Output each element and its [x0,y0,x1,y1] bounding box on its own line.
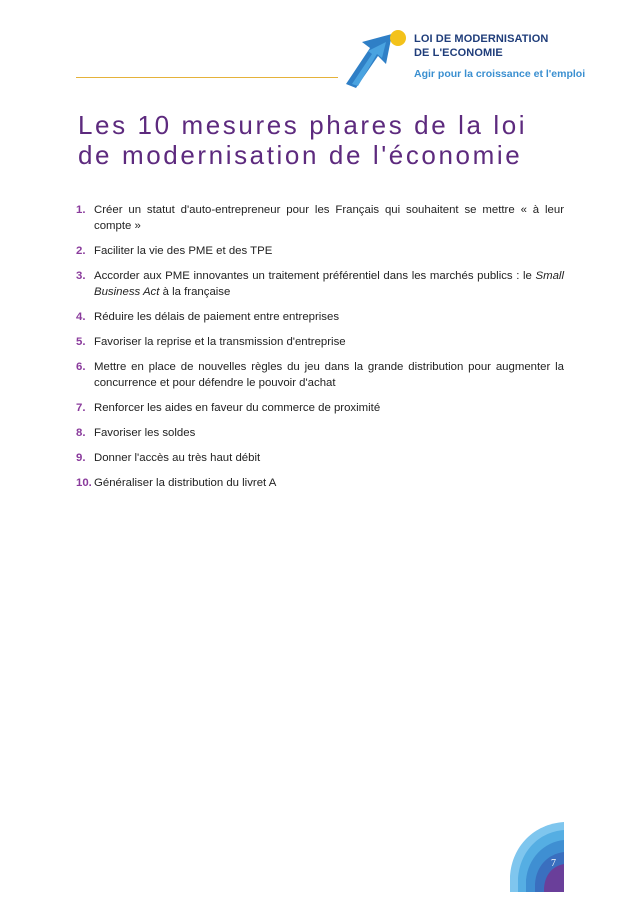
item-text: Favoriser les soldes [94,427,196,439]
item-number: 8. [76,427,86,439]
item-text: Réduire les délais de paiement entre entreprises [94,311,340,323]
list-item [76,400,564,416]
item-text: Favoriser la reprise et la transmission d'entreprise [94,336,346,348]
list-item [76,243,564,259]
item-text: Généraliser la distribution du livret A [94,477,277,489]
list-item [76,450,564,466]
item-text-part: Accorder aux PME innovantes un traitement préférentiel dans les marchés publics : le [94,270,536,282]
item-number: 7. [76,402,86,414]
list-item [76,334,564,350]
measures-list [76,202,564,500]
logo-tagline: Agir pour la croissance et l'emploi [414,68,586,80]
item-text: Renforcer les aides en faveur du commerce de proximité [94,402,381,414]
item-number: 4. [76,311,86,323]
item-number: 5. [76,336,86,348]
item-text-italic: Small Business Act [94,270,564,298]
item-text [94,270,564,298]
item-number: 10. [76,477,92,489]
list-item [76,202,564,234]
item-text: Créer un statut d'auto-entrepreneur pour les Français qui souhaitent se mettre « à leur compte » [94,204,564,232]
logo-mark-icon [340,22,412,88]
page-title [78,110,548,170]
item-number: 1. [76,204,86,216]
list-item [76,425,564,441]
title-line-1: Les 10 mesures phares de la loi [78,110,528,140]
list-item [76,268,564,300]
item-number: 3. [76,270,86,282]
header-rule [76,77,338,78]
title-line-2: de modernisation de l'économie [78,140,523,170]
item-text: Faciliter la vie des PME et des TPE [94,245,273,257]
item-text: Mettre en place de nouvelles règles du jeu dans la grande distribution pour augmenter la concurrence et pour défendre le pouvoir d'achat [94,361,564,389]
item-text-part: à la française [159,286,231,298]
logo-title-line2: DE L'ECONOMIE [414,47,503,59]
item-number: 9. [76,452,86,464]
logo-title-line1: LOI DE MODERNISATION [414,33,549,45]
list-item [76,359,564,391]
item-text: Donner l'accès au très haut débit [94,452,261,464]
logo [340,22,586,92]
item-number: 6. [76,361,86,373]
list-item [76,475,564,491]
item-number: 2. [76,245,86,257]
list-item [76,309,564,325]
corner-decoration-icon [508,822,564,892]
page-number: 7 [551,858,556,869]
